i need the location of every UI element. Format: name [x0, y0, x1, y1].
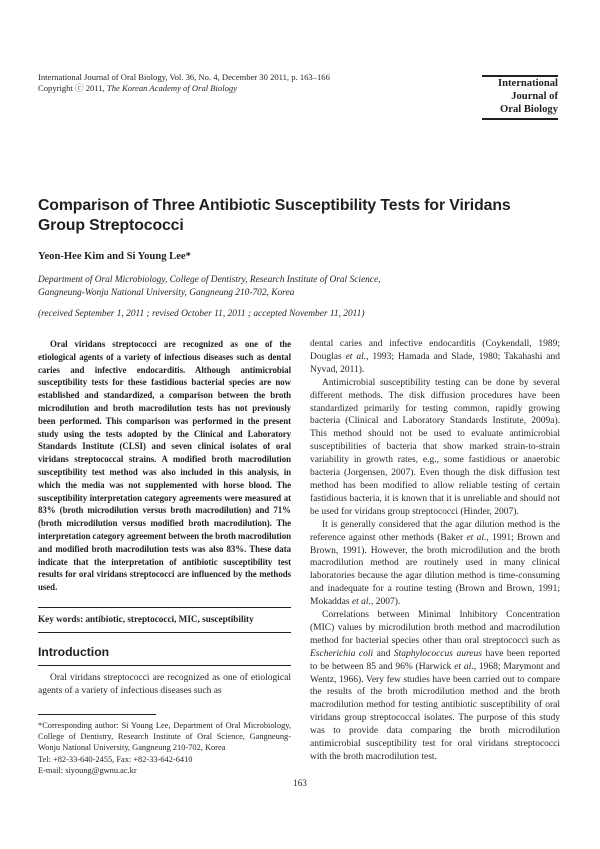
abstract-text: Oral viridans streptococci are recognized as one of the etiological agents of a variety of infectious diseases such as dental caries and infective endocarditis. Although antimicrobial susceptibility tests for these fastidious bacterial species are now established and standardized, a comparison between the broth microdilution and broth macrodilution tests has not previously been performed. This comparison was performed in the present study using the tests adopted by the Clinical and Laboratory Standards Institute (CLSI) and seven clinical isolates of oral viridans streptococcal strains. A modified broth macrodilution susceptibility test method was also included in this analysis, in which the media was not supplemented with horse blood. The susceptibility interpretation category agreements were measured at 83% (broth microdilution versus broth macrodilution) and 71% (broth microdilution versus modified broth macrodilution). The interpretation category agreement between the broth macrodilution and modified broth macrodilution tests was also 83%. These data indicate that the interpretation of antibiotic susceptibility test results for oral viridans streptococci are influenced by the methods used.	[38, 339, 291, 593]
journal-brand	[482, 75, 558, 120]
keywords-bottom-rule	[38, 632, 291, 633]
corresponding-author-footnote	[38, 720, 291, 776]
right-column-text	[310, 338, 560, 764]
footnote-author: *Corresponding author: Si Young Lee, Department of Oral Microbiology, College of Dentistry, Research Institute of Oral Science, Gangneung-Wonju National University, Gangneung 210-702, Korea	[38, 721, 291, 753]
journal-citation	[38, 72, 330, 94]
copyright-line: Copyright ⓒ 2011, The Korean Academy of Oral Biology	[38, 83, 238, 93]
article-title: Comparison of Three Antibiotic Susceptibility Tests for Viridans Group Streptococci	[38, 197, 511, 234]
brand-line-3: Oral Biology	[500, 103, 558, 115]
introduction-heading: Introduction	[38, 645, 110, 659]
introduction-text	[38, 672, 291, 698]
page-number: 163	[293, 778, 307, 788]
article-authors: Yeon-Hee Kim and Si Young Lee*	[38, 251, 191, 262]
introduction-paragraph: Oral viridans streptococci are recognized as one of etiological agents of a variety of infectious diseases such as	[38, 673, 291, 696]
brand-line-2: Journal of	[511, 90, 558, 102]
paragraph-continued: dental caries and infective endocarditis (Coykendall, 1989; Douglas et al., 1993; Hamada and Slade, 1980; Takahashi and Nyvad, 2011).	[310, 339, 561, 375]
paragraph-mic-correlations: Correlations between Minimal Inhibitory Concentration (MIC) values by microdilution broth method and macrodilution method for bacterial species other than oral streptococci such as Escherichia coli and Staphylococcus aureus have been reported to be between 85 and 96% (Harwick et al., 1968; Marymont and Wentz, 1966). Very few studies have been carried out to compare the results of the broth microdilution method and the broth macrodilution method for testing antibiotic susceptibility of oral viridans group streptococcal isolates. The purpose of this study was to provide data comparing the broth microdilution antimicrobial susceptibility test for oral viridans streptococci with the broth macrodilution test.	[310, 610, 560, 762]
received-dates: (received September 1, 2011 ; revised October 11, 2011 ; accepted November 11, 2011)	[38, 309, 365, 319]
journal-line: International Journal of Oral Biology, Vol. 36, No. 4, December 30 2011, p. 163–166	[38, 72, 330, 82]
paragraph-susceptibility-testing: Antimicrobial susceptibility testing can be done by several different methods. The disk diffusion procedures have been standardized primarily for testing common, rapidly growing bacteria (Clinical and Laboratory Standards Institute, 2009a). This method should not be used to evaluate antimicrobial susceptibilities of bacteria that show marked strain-to-strain variability in growth rates, e.g., some fastidious or anaerobic bacteria (Jorgensen, 2007). Even though the disk diffusion test method has been modified to allow reliable testing of certain fastidious bacteria, it is known that it is unreliable and should not be used for viridans group streptococci (Hinder, 2007).	[310, 377, 560, 517]
article-affiliation	[38, 274, 558, 300]
keywords: Key words: antibiotic, streptococci, MIC, susceptibility	[38, 614, 254, 624]
affiliation-line-2: Gangneung-Wonju National University, Gangneung 210-702, Korea	[38, 288, 295, 298]
introduction-rule	[38, 665, 291, 666]
abstract	[38, 338, 291, 594]
keywords-top-rule	[38, 607, 291, 608]
brand-line-1: International	[497, 78, 558, 89]
footnote-email: E-mail: siyoung@gwnu.ac.kr	[38, 765, 137, 775]
affiliation-line-1: Department of Oral Microbiology, College of Dentistry, Research Institute of Oral Science,	[38, 275, 381, 285]
footnote-phone: Tel: +82-33-640-2455, Fax: +82-33-642-6410	[38, 754, 193, 764]
footnote-rule	[38, 714, 156, 715]
paragraph-agar-dilution: It is generally considered that the agar dilution method is the reference against other methods (Baker et al., 1991; Brown and Brown, 1991). However, the broth microdilution and the broth macrodilution method are routinely used in many clinical laboratories because the agar dilution method is time-consuming and inadequate for a routine testing (Brown and Brown, 1991; Mokaddas et al., 2007).	[310, 519, 560, 608]
